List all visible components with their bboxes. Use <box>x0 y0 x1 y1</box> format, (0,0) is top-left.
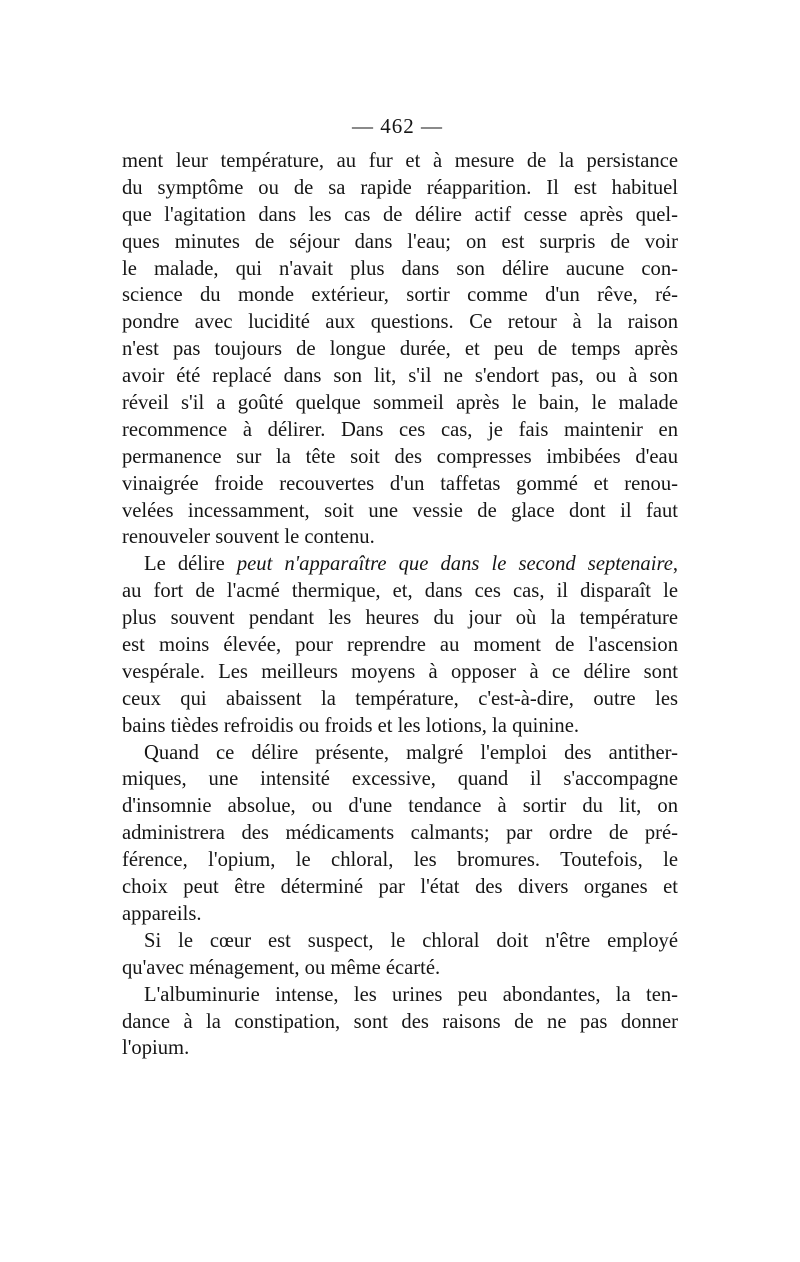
text-line: est moins élevée, pour reprendre au moment de l'ascension <box>122 634 678 657</box>
text-line: que l'agitation dans les cas de délire actif cesse après quel- <box>122 203 678 226</box>
text-line: réveil s'il a goûté quelque sommeil après le bain, le malade <box>122 392 678 415</box>
text-line: velées incessamment, soit une vessie de glace dont il faut <box>122 499 678 522</box>
text-line: du symptôme ou de sa rapide réapparition. Il est habituel <box>122 176 678 199</box>
text-line: plus souvent pendant les heures du jour où la température <box>122 607 678 630</box>
body-text <box>122 148 678 1062</box>
text-line: pondre avec lucidité aux questions. Ce retour à la raison <box>122 311 678 334</box>
text-line: L'albuminurie intense, les urines peu abondantes, la ten- <box>144 983 678 1006</box>
text-line: dance à la constipation, sont des raisons de ne pas donner <box>122 1010 678 1033</box>
text-line: vinaigrée froide recouvertes d'un taffetas gommé et renou- <box>122 472 678 495</box>
text-line: l'opium. <box>122 1037 190 1060</box>
text-line: administrera des médicaments calmants; par ordre de pré- <box>122 822 678 845</box>
text-line: ques minutes de séjour dans l'eau; on est surpris de voir <box>122 230 678 253</box>
text-line: renouveler souvent le contenu. <box>122 526 375 549</box>
text-line: Quand ce délire présente, malgré l'emploi des antither- <box>144 741 678 764</box>
text-line: férence, l'opium, le chloral, les bromures. Toutefois, le <box>122 849 678 872</box>
text-line: avoir été replacé dans son lit, s'il ne s'endort pas, ou à son <box>122 365 678 388</box>
text-line: n'est pas toujours de longue durée, et peu de temps après <box>122 338 678 361</box>
italic-phrase: peut n'apparaître que dans le second septenaire <box>236 553 673 576</box>
text-line: Si le cœur est suspect, le chloral doit n'être employé <box>144 929 678 952</box>
text-line: au fort de l'acmé thermique, et, dans ces cas, il disparaît le <box>122 580 678 603</box>
text-line: recommence à délirer. Dans ces cas, je fais maintenir en <box>122 418 678 441</box>
text-line: miques, une intensité excessive, quand il s'accompagne <box>122 768 678 791</box>
text-line: permanence sur la tête soit des compresses imbibées d'eau <box>122 445 678 468</box>
text-line: ment leur température, au fur et à mesure de la persistance <box>122 150 678 172</box>
text-line: vespérale. Les meilleurs moyens à opposer à ce délire sont <box>122 660 678 683</box>
page-number: — 462 — <box>352 114 443 138</box>
line-prefix: Le délire <box>144 553 237 576</box>
text-line: science du monde extérieur, sortir comme d'un rêve, ré- <box>122 284 678 307</box>
line-suffix: , <box>672 553 678 576</box>
text-line-with-italic <box>122 551 678 578</box>
text-line: qu'avec ménagement, ou même écarté. <box>122 956 441 979</box>
text-line: bains tièdes refroidis ou froids et les lotions, la quinine. <box>122 714 579 737</box>
text-line: ceux qui abaissent la température, c'est-à-dire, outre les <box>122 687 678 710</box>
text-line: choix peut être déterminé par l'état des divers organes et <box>122 876 678 899</box>
text-line: le malade, qui n'avait plus dans son délire aucune con- <box>122 257 678 280</box>
text-line: d'insomnie absolue, ou d'une tendance à sortir du lit, on <box>122 795 678 818</box>
text-line: appareils. <box>122 902 202 925</box>
